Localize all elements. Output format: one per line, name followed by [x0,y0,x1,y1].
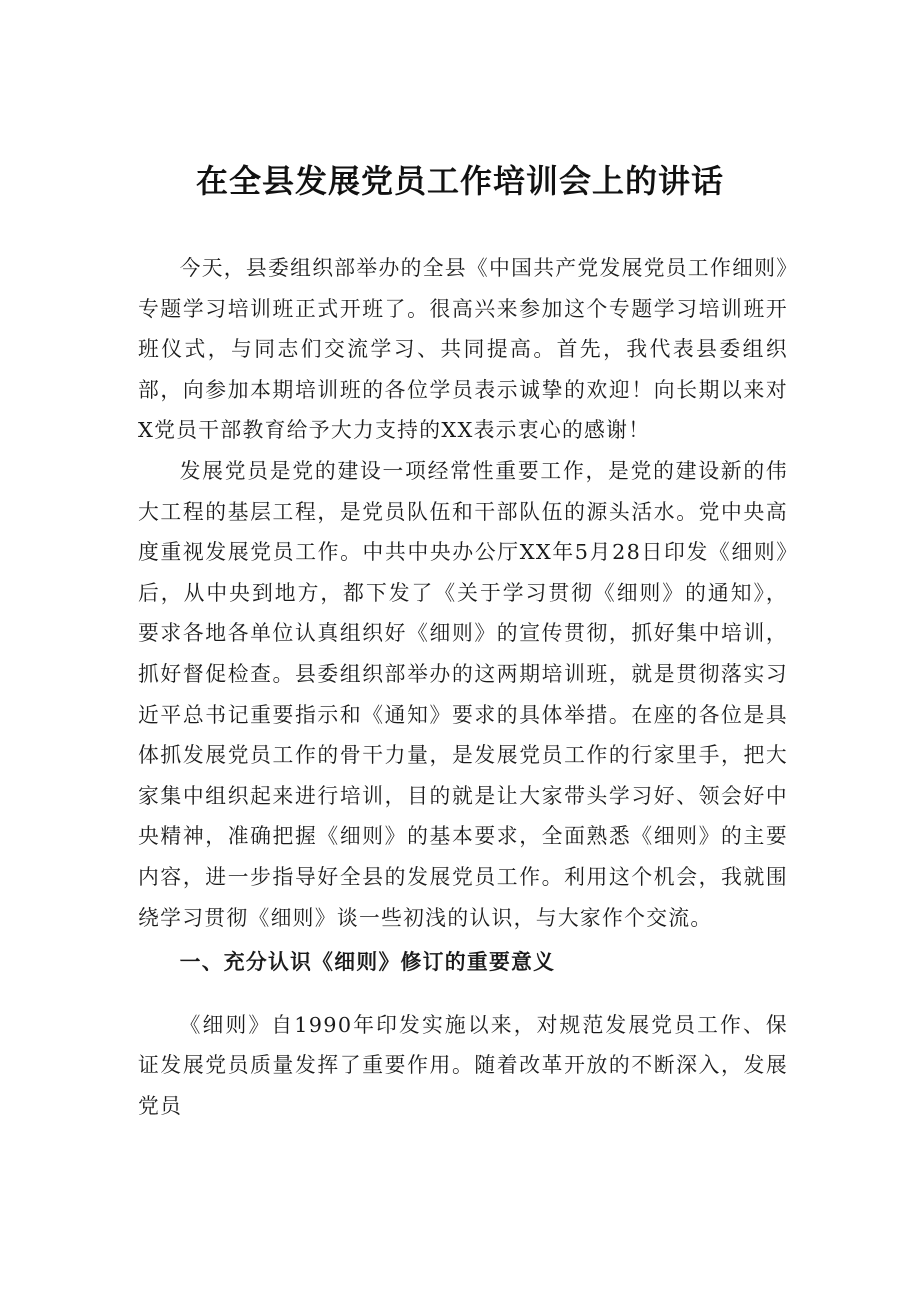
paragraph-welcome: 今天，县委组织部举办的全县《中国共产党发展党员工作细则》专题学习培训班正式开班了。很高兴来参加这个专题学习培训班开班仪式，与同志们交流学习、共同提高。首先，我代表县委组织部，向参加本期培训班的各位学员表示诚挚的欢迎！向长期以来对X党员干部教育给予大力支持的XX表示衷心的感谢！ [138,256,788,443]
paragraph-section-one: 《细则》自1990年印发实施以来，对规范发展党员工作、保证发展党员质量发挥了重要作用。随着改革开放的不断深入，发展党员 [138,1012,788,1118]
paragraph-importance: 发展党员是党的建设一项经常性重要工作，是党的建设新的伟大工程的基层工程，是党员队伍和干部队伍的源头活水。党中央高度重视发展党员工作。中共中央办公厅XX年5月28日印发《细则》后，从中央到地方，都下发了《关于学习贯彻《细则》的通知》，要求各地各单位认真组织好《细则》的宣传贯彻，抓好集中培训，抓好督促检查。县委组织部举办的这两期培训班，就是贯彻落实习近平总书记重要指示和《通知》要求的具体举措。在座的各位是具体抓发展党员工作的骨干力量，是发展党员工作的行家里手，把大家集中组织起来进行培训，目的就是让大家带头学习好、领会好中央精神，准确把握《细则》的基本要求，全面熟悉《细则》的主要内容，进一步指导好全县的发展党员工作。利用这个机会，我就围绕学习贯彻《细则》谈一些初浅的认识，与大家作个交流。 [138,458,788,930]
section-heading: 一、充分认识《细则》修订的重要意义 [179,949,556,975]
document-body [138,248,788,1126]
document-title: 在全县发展党员工作培训会上的讲话 [195,162,724,200]
